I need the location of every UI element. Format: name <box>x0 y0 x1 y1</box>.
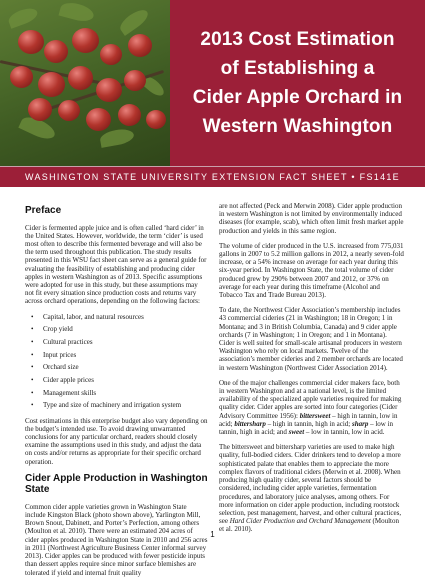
preface-heading: Preface <box>25 205 62 216</box>
paragraph-text: The bittersweet and bittersharp varieties are used to make high quality, full-bodied ciders. Cider drinkers tend to develop a more sophisticated palate that enables them to appreciate the more complex flavors of traditional ciders (Merwin et al. 2008). When producing high quality cider, several factors should be considered, including cider apple varieties, fermentation procedures, and laboratory juice analyses, among others. For more information on cider apple production, including rootstock selection, pest management, harvest, and other cultural practices, see <box>219 443 402 526</box>
page-title <box>183 25 413 141</box>
title-panel <box>170 0 425 166</box>
list-item: • Type and size of machinery and irrigation system <box>31 401 208 409</box>
categories-paragraph <box>219 379 404 436</box>
category-description: – low in tannin, low in acid. <box>304 428 385 437</box>
fact-sheet-banner <box>0 166 425 187</box>
body-paragraph: To date, the Northwest Cider Association’s membership includes 43 commercial cideries (21 in Washington; 18 in Oregon; 1 in Montana; and 3 in British Columbia, Canada) and 9 cider apple orchards (7 in Washington; 1 in Oregon; and 1 in Montana). Cider is well suited for small-scale artisanal producers in western Washington who rely on local markets. Twelve of the association’s member cideries and 2 member orchards are located in western Washington (Northwest Cider Association 2014). <box>219 306 403 372</box>
title-line: 2013 Cost Estimation <box>200 29 395 50</box>
page-number: 1 <box>210 530 215 539</box>
list-item: • Orchard size <box>31 363 208 371</box>
paragraph-text: (Moulton et al. 2010). <box>219 517 399 534</box>
list-item: • Input prices <box>31 351 208 359</box>
title-line: of Establishing a <box>220 58 375 79</box>
category-description: – low in tannin, high in acid; and <box>219 419 394 437</box>
list-item: • Cultural practices <box>31 338 208 346</box>
categories-intro: One of the major challenges commercial cider makers face, both in western Washington and at a national level, is the limited availability of the specialized apple varieties required for making quality cider. Cider apples are sorted into four categories (Cider Advisory Committee 1956): <box>219 378 402 420</box>
title-line: Cider Apple Orchard in <box>192 87 403 108</box>
list-item: • Cider apple prices <box>31 376 208 384</box>
category-term: bittersharp <box>234 419 266 428</box>
list-item: • Capital, labor, and natural resources <box>31 313 208 321</box>
list-item: • Management skills <box>31 389 208 397</box>
cider-apple-photo <box>0 0 170 166</box>
right-column <box>219 202 404 541</box>
body-paragraph: are not affected (Peck and Merwin 2008). Cider apple production in western Washington is not limited by environmentally induced diseases (for example, scab), which often limit fresh market apple production and yields in this same region. <box>219 202 404 235</box>
production-paragraph: Common cider apple varieties grown in Washington State include Kingston Black (photo shown above), Yarlington Mill, Brown Snout, Dabinett, and Porter’s Perfection, among others (Moulton et al. 2010). There were an estimated 204 acres of cider apples produced in Washington State in 2010 and 256 acres in 2011 (Northwest Agriculture Business Center informal survey 2013). Cider apples can be produced with fewer pesticide inputs than dessert apples require since minor surface blemishes are tolerated if yield and internal fruit quality <box>25 502 208 577</box>
production-heading: Cider Apple Production in Washington State <box>25 472 208 496</box>
category-term: sweet <box>288 428 305 437</box>
reference-title: Hard Cider Production and Orchard Management <box>229 517 371 526</box>
left-column <box>25 202 208 584</box>
category-term: sharp <box>352 419 369 428</box>
banner-text: WASHINGTON STATE UNIVERSITY EXTENSION FACT SHEET • FS141E <box>25 172 400 182</box>
title-line: Western Washington <box>202 116 393 137</box>
body-paragraph <box>219 443 404 533</box>
preface-paragraph: Cost estimations in this enterprise budget also vary depending on the budget’s intended use. To avoid drawing unwarranted conclusions for any particular orchard, readers should closely examine the assumptions used in this study, and adjust the data on costs and/or returns as appropriate for their specific orchard operation. <box>25 416 208 466</box>
category-description: – high in tannin, low in acid; <box>219 411 398 428</box>
category-description: – high in tannin, high in acid; <box>265 419 353 428</box>
category-term: bittersweet <box>299 411 331 420</box>
preface-paragraph: Cider is fermented apple juice and is often called ‘hard cider’ in the United States. However, worldwide, the term ‘cider’ is used most often to describe this fermented beverage and will also be the term used throughout this publication. The study results presented in this WSU fact sheet can serve as a general guide for evaluating the feasibility of establishing and producing cider apples in western Washington as of 2013. Specific assumptions were adopted for use in this study, but these assumptions may not fit every situation since production costs and returns vary across orchard operations, depending on the following factors: <box>25 223 207 306</box>
factors-list <box>31 313 208 410</box>
body-paragraph: The volume of cider produced in the U.S. increased from 775,031 gallons in 2007 to 5.2 million gallons in 2012, a nearly seven-fold increase, or a 54% increase on average for each year during this six-year period. In Washington State, the total volume of cider produced grew by 290% between 2007 and 2012, or 37% on average for each year during this timeframe (Alcohol and Tobacco Tax and Trade Bureau 2013). <box>219 241 404 300</box>
list-item: • Crop yield <box>31 325 208 333</box>
